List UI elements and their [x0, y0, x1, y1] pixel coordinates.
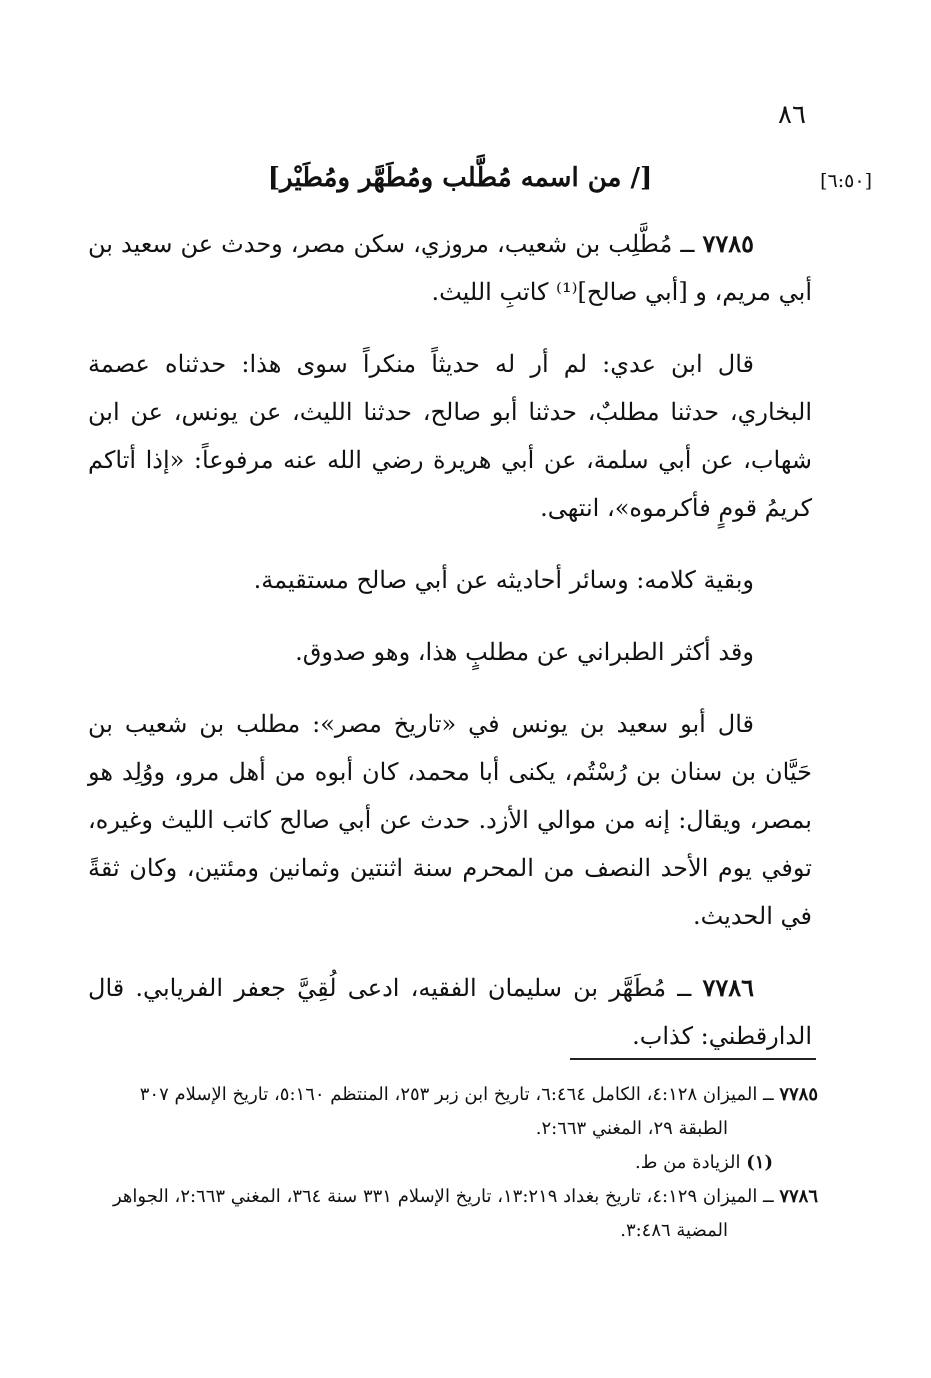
paragraph: قال أبو سعيد بن يونس في «تاريخ مصر»: مطلب بن شعيب بن حَيَّان بن سنان بن رُسْتُم، يكنى أبا محمد، كان أبوه من أهل مرو، ووُلِد هو بمصر، ويقال: إنه من موالي الأزد. حدث عن أبي صالح كاتب الليث وغيره، توفي يوم الأحد النصف من المحرم سنة اثنتين وثمانين ومئتين، وكان ثقةً في الحديث.: [88, 710, 812, 930]
footnote-dash: ــ: [757, 1186, 780, 1207]
page-number: ٨٦: [778, 100, 806, 130]
footnote-text: الميزان ٤:١٢٨، الكامل ٦:٤٦٤، تاريخ ابن زبر ٢٥٣، المنتظم ٥:١٦٠، تاريخ الإسلام ٣٠٧ الطبقة ٢٩، المغني ٢:٦٦٣.: [139, 1084, 758, 1139]
section-reference: [٦:٥٠]: [820, 170, 872, 192]
footnote: [88, 1146, 818, 1180]
entry-number: ٧٧٨٦: [702, 973, 754, 1002]
entry-text: مُطَّلِب بن شعيب، مروزي، سكن مصر، وحدث عن سعيد بن أبي مريم، و [أبي صالح]⁽¹⁾ كاتبِ الليث.: [88, 230, 812, 306]
footnote-number: ٧٧٨٦: [779, 1186, 818, 1207]
entry-dash: ــ: [672, 230, 703, 258]
footnote-number: ٧٧٨٥: [779, 1084, 818, 1105]
footnote: [88, 1180, 818, 1248]
footnote-dash: ــ: [757, 1084, 780, 1105]
footnote-number: (١): [746, 1152, 773, 1173]
paragraph: وبقية كلامه: وسائر أحاديثه عن أبي صالح مستقيمة.: [253, 566, 754, 594]
entry-dash: ــ: [666, 974, 703, 1002]
entry-7785: [88, 220, 812, 316]
main-text: [88, 220, 812, 1084]
footnotes: [88, 1078, 818, 1248]
entry-text: مُطَهَّر بن سليمان الفقيه، ادعى لُقِيَّ جعفر الفريابي. قال الدارقطني: كذاب.: [88, 974, 812, 1050]
footnote-text: الميزان ٤:١٢٩، تاريخ بغداد ١٣:٢١٩، تاريخ الإسلام ٣٣١ سنة ٣٦٤، المغني ٢:٦٦٣، الجواهر المضية ٣:٤٨٦.: [112, 1186, 758, 1241]
section-title: [/ من اسمه مُطَّلب ومُطَهَّر ومُطَيْر]: [267, 163, 653, 193]
footnote-divider: [570, 1058, 816, 1060]
entry-number: ٧٧٨٥: [702, 229, 754, 258]
footnote-text: الزيادة من ط.: [635, 1152, 741, 1173]
paragraph: قال ابن عدي: لم أر له حديثاً منكراً سوى هذا: حدثناه عصمة البخاري، حدثنا مطلبٌ، حدثنا أبو صالح، حدثنا الليث، عن يونس، عن ابن شهاب، عن أبي سلمة، عن أبي هريرة رضي الله عنه مرفوعاً: «إذا أتاكم كريمُ قومٍ فأكرموه»، انتهى.: [88, 350, 812, 522]
footnote: [88, 1078, 818, 1146]
entry-7786: [88, 964, 812, 1060]
paragraph: وقد أكثر الطبراني عن مطلبٍ هذا، وهو صدوق.: [295, 638, 754, 666]
